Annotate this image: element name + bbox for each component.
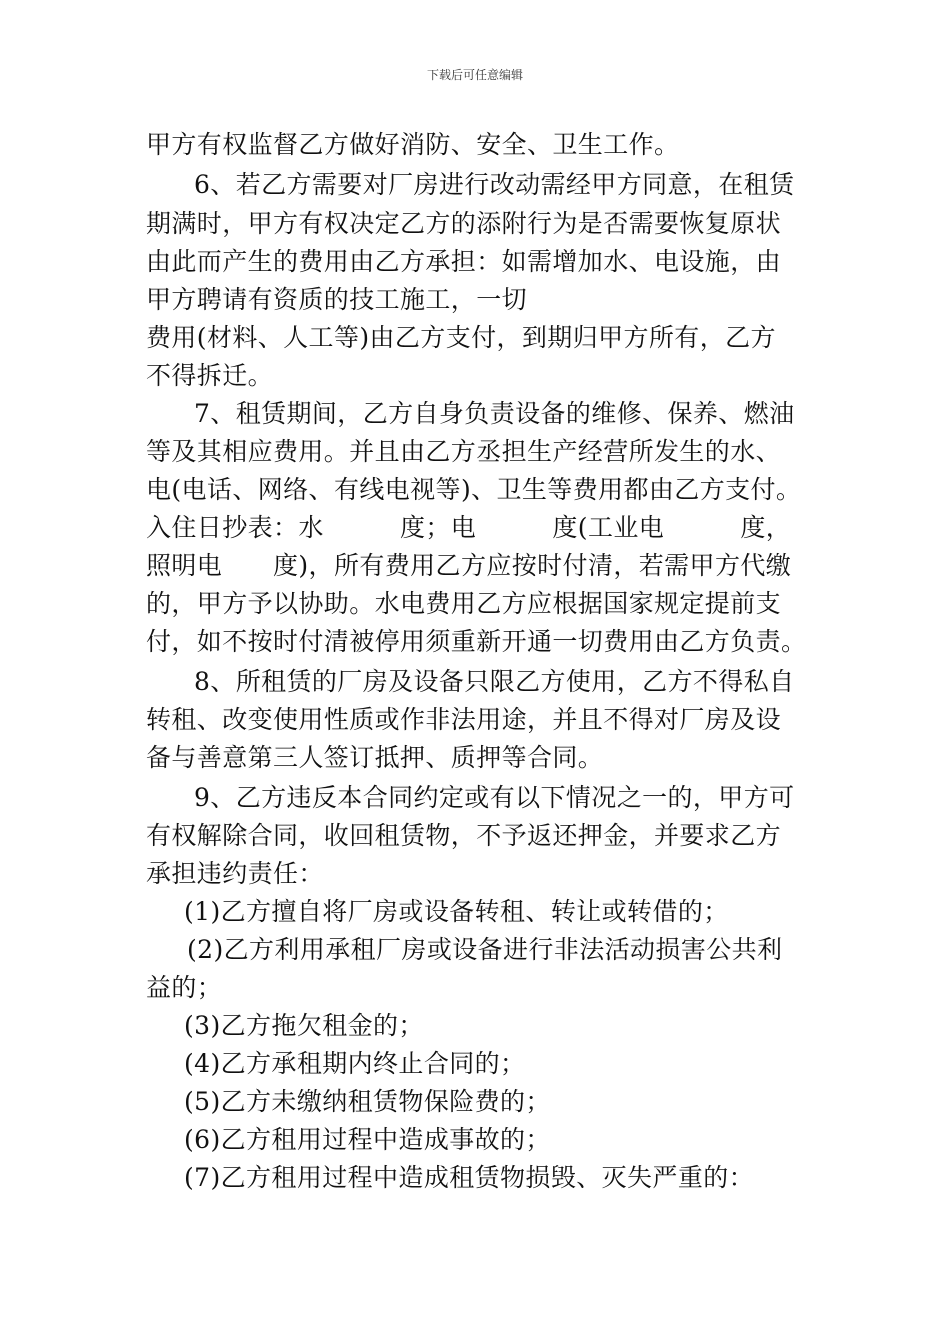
- text-line: 益的；: [146, 973, 223, 1002]
- text-line: 期满时，甲方有权决定乙方的添附行为是否需要恢复原状: [146, 209, 782, 238]
- text-line: 7、租赁期间，乙方自身负责设备的维修、保养、燃油: [194, 399, 795, 428]
- text-line: 备与善意第三人签订抵押、质押等合同。: [146, 743, 604, 772]
- text-line: 不得拆迁。: [146, 361, 274, 390]
- text-line: 费用(材料、人工等)由乙方支付，到期归甲方所有，乙方: [146, 323, 776, 352]
- list-item: (4)乙方承租期内终止合同的；: [184, 1049, 526, 1078]
- text-line: 9、乙方违反本合同约定或有以下情况之一的，甲方可: [194, 783, 795, 812]
- list-item: (6)乙方租用过程中造成事故的；: [184, 1125, 551, 1154]
- text-line: 由此而产生的费用由乙方承担：如需增加水、电设施，由: [146, 247, 782, 276]
- text-line: 电(电话、网络、有线电视等)、卫生等费用都由乙方支付。: [146, 475, 802, 504]
- text-line: 照明电 度)，所有费用乙方应按时付清，若需甲方代缴: [146, 551, 792, 580]
- list-item: (3)乙方拖欠租金的；: [184, 1011, 424, 1040]
- text-line: 有权解除合同，收回租赁物，不予返还押金，并要求乙方: [146, 821, 782, 850]
- text-line: 转租、改变使用性质或作非法用途，并且不得对厂房及设: [146, 705, 782, 734]
- list-item: (7)乙方租用过程中造成租赁物损毁、灭失严重的：: [184, 1163, 755, 1192]
- text-line: 的，甲方予以协助。水电费用乙方应根据国家规定提前支: [146, 589, 782, 618]
- text-line: 付，如不按时付清被停用须重新开通一切费用由乙方负责。: [146, 627, 807, 656]
- text-line: 甲方聘请有资质的技工施工，一切: [146, 285, 528, 314]
- text-line: 8、所租赁的厂房及设备只限乙方使用，乙方不得私自: [194, 667, 795, 696]
- text-line: 甲方有权监督乙方做好消防、安全、卫生工作。: [146, 130, 680, 159]
- list-item: (1)乙方擅自将厂房或设备转租、转让或转借的；: [184, 897, 729, 926]
- text-line: 入住日抄表：水 度；电 度(工业电 度，: [146, 513, 792, 542]
- list-item: (5)乙方未缴纳租赁物保险费的；: [184, 1087, 551, 1116]
- text-line: 6、若乙方需要对厂房进行改动需经甲方同意，在租赁: [194, 170, 795, 199]
- page-header: 下载后可任意编辑: [426, 68, 523, 82]
- text-line: 承担违约责任：: [146, 859, 324, 888]
- list-item: (2)乙方利用承租厂房或设备进行非法活动损害公共利: [187, 935, 783, 964]
- text-line: 等及其相应费用。并且由乙方丞担生产经营所发生的水、: [146, 437, 782, 466]
